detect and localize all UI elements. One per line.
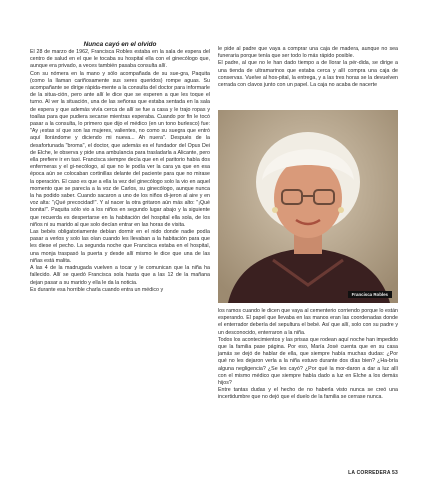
- paragraph: El padre, al que no le han dado tiempo a de llorar la pér-dida, se dirige a una tienda de ultramarinos que estaba cerca y allí compra una caja de conservas. Vuelve al hos-pital, la entrega, y a las tres horas se la devuelven cerrada con clavos junto con un papel. La caja no acaba de nacerte: [218, 60, 398, 89]
- left-column: [30, 49, 210, 294]
- paragraph: Las bebés obligatoriamente debían dormir en el nido donde nadie podía pasar a verlos y solo las oían cuando les llevaban a la habitación para que les diese el pecho. La segunda noche que Francisca estaba en el hospital, una monja traspasó la puerta y desde allí mismo le dice que una de las niñas está malita.: [30, 229, 210, 264]
- paragraph: Todos los acontecimientos y las prisas que rodean aquí noche han impedido que la familia pase página. Por eso, María José cuenta que en su casa jamás se dejó de hablar de ella, que siempre había muchas dudas: ¿Por qué no les dejaron verla a la niña estuvo durante dos días bien? ¿Ha-bría alguna negligencia? ¿Se les cayó? ¿Por qué la mor-daron a dar a luz allí con el mismo médico que siempre había dado a luz en Elche a los demás hijos?: [218, 336, 398, 387]
- article-title: Nunca cayó en el olvido: [83, 41, 157, 48]
- right-column-bottom: [218, 308, 398, 402]
- paragraph: los ramos cuando le dicen que vaya al cementerio corriendo porque lo están esperando. El papel que llevaba en las manos eran las coordenadas donde el enterrador debería del sepultura el bebé. Así que allí, solo con su padre y un desconocido, enterraron a la niña.: [218, 308, 398, 336]
- paragraph: A las 4 de la madrugada vuelven a tocar y le comunican que la niña ha fallecido. Allí se quedó Francisca sola hasta que a las 12 de la mañana dejan pasar a su marido y ella le da la noticia.: [30, 265, 210, 286]
- paragraph: le pide al padre que vaya a comprar una caja de madera, aunque no sea funeraria porque tenía que ser todo lo más rápido posible.: [218, 46, 398, 60]
- portrait-photo: [218, 110, 398, 303]
- portrait-illustration: [218, 110, 398, 303]
- page-footer: LA CORREDERA 53: [348, 470, 398, 476]
- paragraph: Con su nómera en la mano y sólo acompañada de su sue-gra, Paquita (como la llaman cariñosamente sus seres queridos) rompe aguas. Su acompañante se dirige rápida-mente a la consulta del doctor para informarle de la situa-ción, pero ante allí le dice que se esperen a que les toque el turno. Al ver la situación, una de las señoras que estaba sentada en la sala de espera y que además vivía cerca de allí se fue a casa y le trajo ropas y toallas para que pudiera secarse mientras esperaba. Cuando por fin le tocó pasar a la consulta, lo primero que dijo el médico (en un tono burlesco) fue: "Ay ¡estas sí que son las mujeres, valientes, no como su suegra que entró aquí llorándome y diciendo mi nueva... Ah nuera". Después de la desafortunada "broma", el doctor, que además es el fundador del Opus Dei de Elche, le observa y pide una ambulancia para trasladarla a Alicante, pero ella prefiere ir en taxi. Francisca siempre decía que en el paritorio había dos enfermeras y el gi-necólogo, al que no le podía ver la cara ya que en esa época aún se colocaban cortinillas delante del paciente para que no mirase la operación. El caso es que a ella la vez del ginecólogo solo la vio en aquel momento que se parecía a la voz de Carlos, su ginecólogo, aunque nunca la ha podido saber. Cuando sacaron a uno de los niños di-jeron al aire y en voz alta: "¡Qué precocidad!". Y al nacer la otra gritaron aún más alto: "¡Qué bonita!". Paquita sólo vio a los niños en segundo lugar abajo y la siguiente que recuerda es despertarse en la habitación del hospital ella sola, de los niños ni su marido al que solo decían entrar en las horas de visita.: [30, 70, 210, 228]
- paragraph: El 28 de marzo de 1962, Francisca Robles estaba en la sala de espera del centro de salud en el que le tocaba su hospital ella con el ginecólogo que, aunque era privado, a veces también pasaba consulta allí.: [30, 49, 210, 70]
- right-column-top: [218, 46, 398, 89]
- paragraph: Es durante esa horrible charla cuando entra un médico y: [30, 286, 164, 293]
- paragraph: Entre tantas dudas y el hecho de no haberla visto nunca se creó una incertidumbre que no dejó que el duelo de la familia se cerrase nunca.: [218, 387, 398, 401]
- photo-caption: Francisca Robles: [348, 291, 392, 298]
